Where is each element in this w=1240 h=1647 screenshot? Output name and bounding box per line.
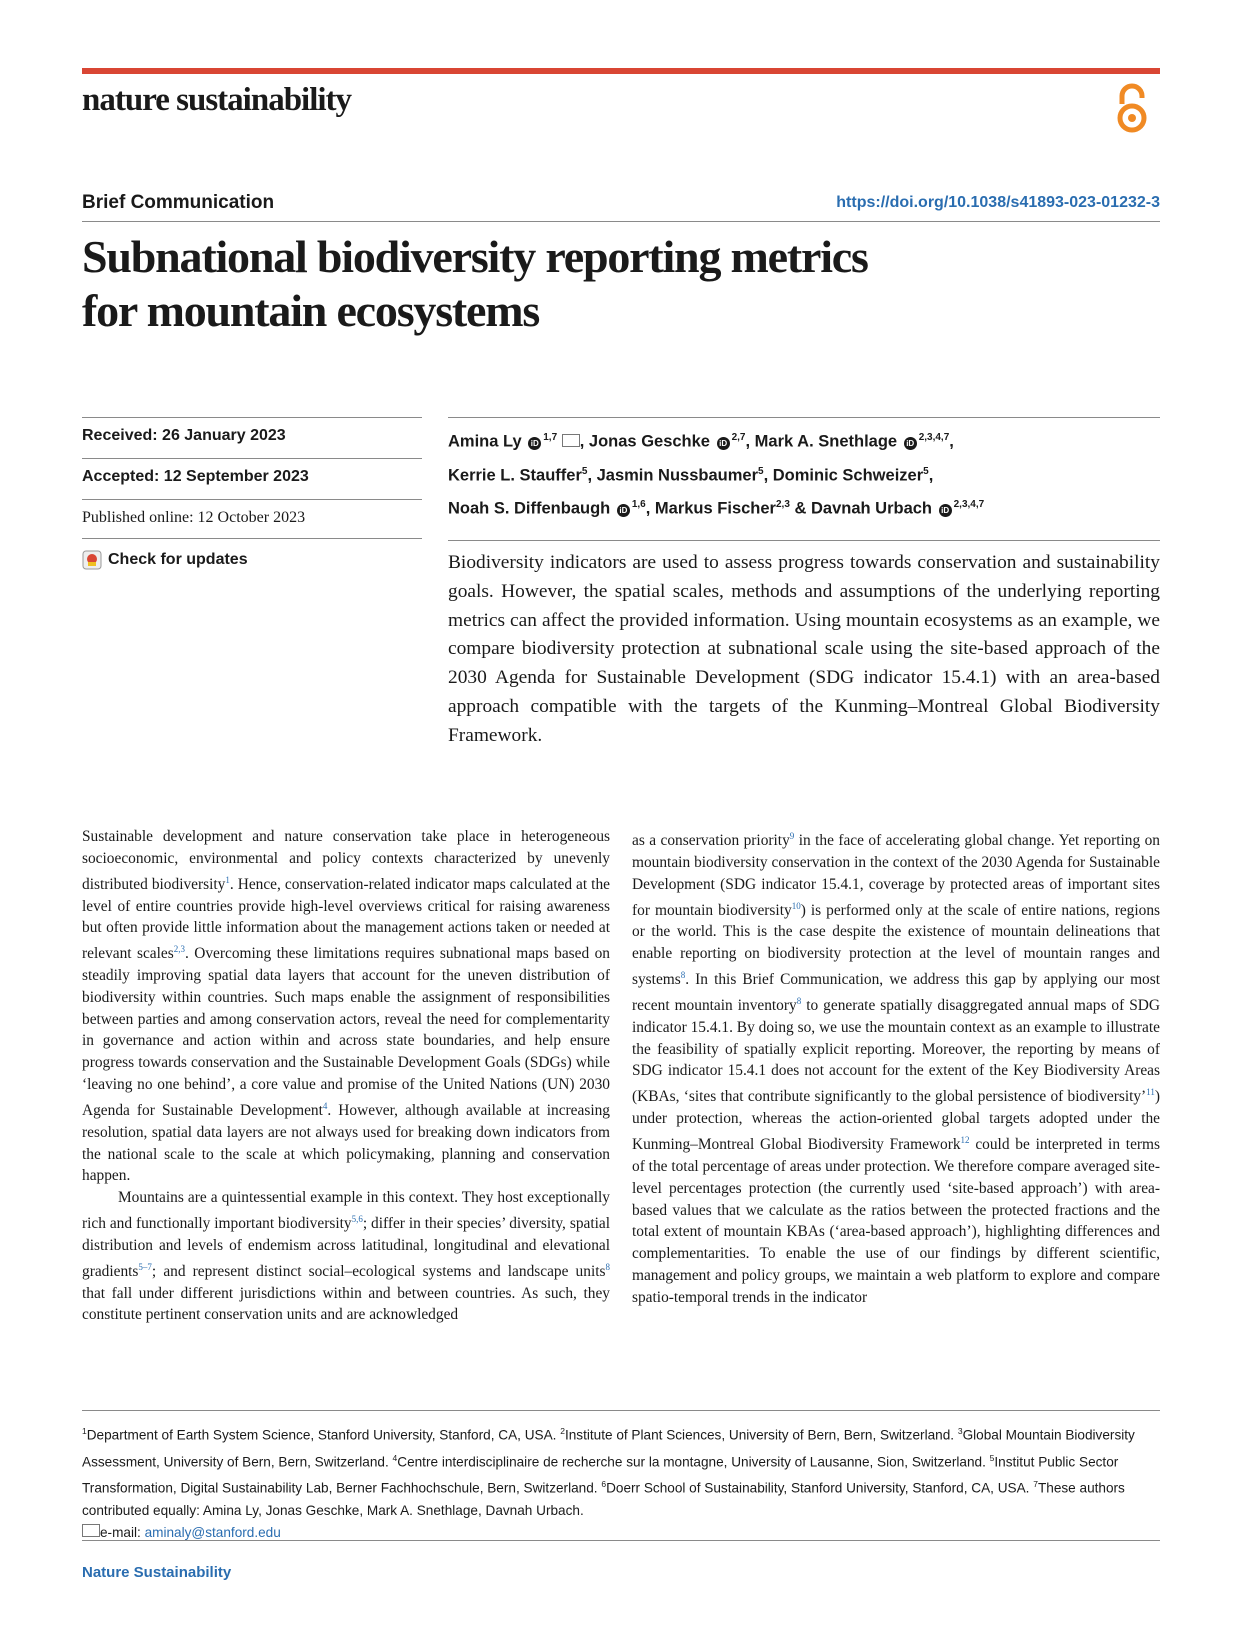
orcid-icon[interactable]: iD (717, 437, 730, 450)
article-title (82, 230, 1172, 338)
author-affiliation: 2,3,4,7 (953, 499, 985, 510)
article-type: Brief Communication (82, 192, 275, 213)
title-line-1: Subnational biodiversity reporting metrics (82, 231, 868, 282)
author-name[interactable]: Amina Ly (448, 432, 522, 451)
affiliations-footnote (82, 1420, 1160, 1544)
email-icon[interactable] (562, 434, 580, 447)
title-line-2: for mountain ecosystems (82, 285, 540, 336)
body-text: that fall under different jurisdictions within and between countries. As such, they constitute pertinent conservation units and are acknowledged (82, 1284, 610, 1324)
citation-link[interactable]: 8 (796, 995, 802, 1006)
abstract: Biodiversity indicators are used to assess progress towards conservation and sustainability goals. However, the spatial scales, methods and assumptions of the underlying reporting metrics can affect the provided information. Using mountain ecosystems as an example, we compare biodiversity protection at subnational scale using the site-based approach of the 2030 Agenda for Sustainable Development (SDG indicator 15.4.1) with an area-based approach compatible with the targets of the Kunming–Montreal Global Biodiversity Framework. (448, 552, 1160, 746)
open-access-icon (1112, 82, 1152, 134)
affiliation-text: These authors contributed equally: Amina Ly, Jonas Geschke, Mark A. Snethlage, Davnah Urbach. (82, 1480, 1125, 1518)
affiliation-number: 3 (957, 1426, 963, 1436)
body-text: ) is performed only at the scale of entire nations, regions or the world. This is the case despite the existence of mountain delineations that enable reporting on biodiversity protection at the level of mountain ranges and systems (632, 901, 1160, 989)
citation-link[interactable]: 5,6 (351, 1213, 363, 1224)
check-updates-label: Check for updates (108, 551, 248, 568)
body-text: . In this Brief Communication, we address this gap by applying our most recent mountain inventory (632, 971, 1160, 1015)
published-date: Published online: 12 October 2023 (82, 509, 306, 526)
divider (82, 1540, 1160, 1541)
affiliation-number: 5 (989, 1452, 995, 1463)
divider (82, 458, 422, 459)
footer-journal-name[interactable]: Nature Sustainability (82, 1564, 232, 1581)
author-affiliation: 5 (581, 465, 588, 477)
citation-link[interactable]: 4 (322, 1100, 328, 1111)
body-text: ) under protection, whereas the action-oriented global targets adopted under the Kunming–Montreal Global Biodiversity Framework (632, 1088, 1160, 1154)
author-affiliation: 2,3 (775, 499, 790, 510)
affiliation-number: 7 (1033, 1479, 1038, 1490)
body-column-left (82, 826, 610, 1326)
divider (82, 417, 422, 418)
author-affiliation: 1,7 (543, 432, 558, 443)
affiliation-text: Institute of Plant Sciences, University of Bern, Bern, Switzerland. (564, 1427, 958, 1443)
citation-link[interactable]: 9 (789, 831, 795, 841)
doi-link[interactable]: https://doi.org/10.1038/s41893-023-01232-3 (836, 194, 1160, 211)
body-text: to generate spatially disaggregated annual maps of SDG indicator 15.4.1. By doing so, we use the mountain context as an example to illustrate the feasibility of spatially explicit reporting. Moreover, the reporting by means of SDG indicator 15.4.1 does not account for the extent of the Key Biodiversity Areas (KBAs, ‘sites that contribute significantly to the global persistence of biodiversity’ (632, 997, 1160, 1106)
author-affiliation: 5 (758, 465, 764, 477)
journal-logo[interactable]: nature sustainability (82, 82, 352, 118)
orcid-icon[interactable]: iD (939, 504, 952, 517)
divider (448, 540, 1160, 541)
affiliation-text: Centre interdisciplinaire de recherche sur la montagne, University of Lausanne, Sion, Switzerland. (397, 1454, 990, 1470)
citation-link[interactable]: 10 (791, 900, 801, 911)
body-text: . However, although available at increasing resolution, spatial data layers are not always used for breaking down indicators from the national scale to the scale at which policymaking, planning and conservation happen. (82, 1101, 610, 1185)
author-name[interactable]: , Jasmin Nussbaumer (587, 466, 759, 484)
body-text: Sustainable development and nature conservation take place in heterogeneous socioeconomic, environmental and policy contexts characterized by unevenly distributed biodiversity (82, 828, 610, 893)
affiliation-number: 6 (601, 1479, 607, 1490)
orcid-icon[interactable]: iD (904, 437, 917, 450)
body-column-right (632, 826, 1160, 1308)
body-text: . Overcoming these limitations requires subnational maps based on steadily improving spatial data layers that account for the uneven distribution of biodiversity within countries. Such maps enable the assignment of responsibilities between parties and among conservation actors, reveal the need for complementarity in governance and action within and across state boundaries, and help ensure progress towards conservation and the Sustainable Development Goals (SDGs) while ‘leaving no one behind’, a core value and promise of the United Nations (UN) 2030 Agenda for Sustainable Development (82, 945, 610, 1119)
orcid-icon[interactable]: iD (528, 437, 541, 450)
body-text: in the face of accelerating global change. Yet reporting on mountain biodiversity conservation in the context of the 2030 Agenda for Sustainable Development (SDG indicator 15.4.1, coverage by protected areas of important sites for mountain biodiversity (632, 832, 1160, 919)
citation-link[interactable]: 12 (960, 1134, 970, 1145)
body-text: ; and represent distinct social–ecological systems and landscape units (151, 1262, 606, 1280)
author-name[interactable]: & Davnah Urbach (789, 499, 933, 518)
email-link[interactable]: aminaly@stanford.edu (144, 1524, 281, 1540)
citation-link[interactable]: 8 (680, 970, 686, 981)
divider (82, 499, 422, 500)
author-name[interactable]: , Mark A. Snethlage (745, 432, 898, 451)
received-date: Received: 26 January 2023 (82, 427, 286, 444)
citation-link[interactable]: 8 (605, 1261, 610, 1272)
affiliation-text: Institut Public Sector Transformation, Digital Sustainability Lab, Berner Fachhochschule, Bern, Switzerland. (82, 1454, 1119, 1496)
check-updates-icon (82, 550, 102, 570)
affiliation-number: 2 (560, 1426, 565, 1436)
affiliation-text: Doerr School of Sustainability, Stanford University, Stanford, CA, USA. (606, 1480, 1034, 1496)
orcid-icon[interactable]: iD (617, 504, 630, 517)
email-label: e-mail: (100, 1524, 145, 1540)
top-accent-bar (82, 68, 1160, 74)
author-name[interactable]: , Dominic Schweizer (763, 466, 924, 484)
author-list: Amina Ly iD $^{1,7}$ , Jonas Geschke iD $^{2,7}$, Mark A. Snethlage iD $^{2,3,4,7}$, Kerrie L. Stauffer$^5$, Jasmin Nussbaumer$^5$, Dominic Schweizer$^5$, Noah S. Diffenbaugh iD $^{1,6}$, Markus Fischer$^{2,3}$ & Davnah Urbach iD $^{2,3,4,7}$ (448, 432, 985, 518)
divider (82, 1410, 1160, 1411)
affiliation-number: 4 (392, 1452, 398, 1463)
author-affiliation: 2,3,4,7 (918, 432, 950, 443)
check-updates-button[interactable] (82, 550, 248, 570)
divider (448, 417, 1160, 418)
citation-link[interactable]: 11 (1146, 1087, 1155, 1098)
affiliation-text: Department of Earth System Science, Stanford University, Stanford, CA, USA. (86, 1427, 561, 1443)
author-name[interactable]: , Jonas Geschke (579, 432, 710, 451)
author-affiliation: 2,7 (731, 432, 746, 443)
divider (82, 221, 1160, 222)
citation-link[interactable]: 5–7 (138, 1261, 152, 1272)
body-text: ; differ in their species’ diversity, spatial distribution and levels of endemism across latitudinal, longitudinal and elevational gradients (82, 1215, 611, 1280)
email-icon (82, 1524, 100, 1537)
body-text: . Hence, conservation-related indicator maps calculated at the level of entire countries provide high-level overviews critical for raising awareness but often provide little information about the management actions taken or needed at relevant scales (82, 875, 610, 963)
author-name[interactable]: , Markus Fischer (645, 499, 776, 518)
affiliation-text: Global Mountain Biodiversity Assessment, University of Bern, Bern, Switzerland. (82, 1427, 1135, 1470)
body-text: as a conservation priority (632, 832, 790, 850)
author-affiliation: 5 (923, 465, 929, 477)
body-text: could be interpreted in terms of the total percentage of areas under protection. We therefore compare averaged site-level percentages protection (the currently used ‘site-based approach’) with area-based values that we calculate as the ratios between the protected fractions and the total extent of mountain KBAs (‘area-based approach’), highlighting differences and complementarities. To enable the use of our findings by different scientific, management and policy groups, we maintain a web platform to explore and compare spatio-temporal trends in the indicator (632, 1136, 1161, 1306)
author-affiliation: 1,6 (631, 499, 646, 510)
accepted-date: Accepted: 12 September 2023 (82, 468, 309, 485)
citation-link[interactable]: 1 (225, 874, 230, 885)
citation-link[interactable]: 2,3 (173, 944, 185, 955)
author-name[interactable]: Kerrie L. Stauffer (448, 466, 582, 484)
body-text: Mountains are a quintessential example in this context. They host exceptionally rich and functionally important biodiversity (82, 1189, 610, 1233)
affiliation-number: 1 (82, 1426, 87, 1436)
divider (82, 538, 422, 539)
author-name[interactable]: Noah S. Diffenbaugh (448, 499, 611, 518)
